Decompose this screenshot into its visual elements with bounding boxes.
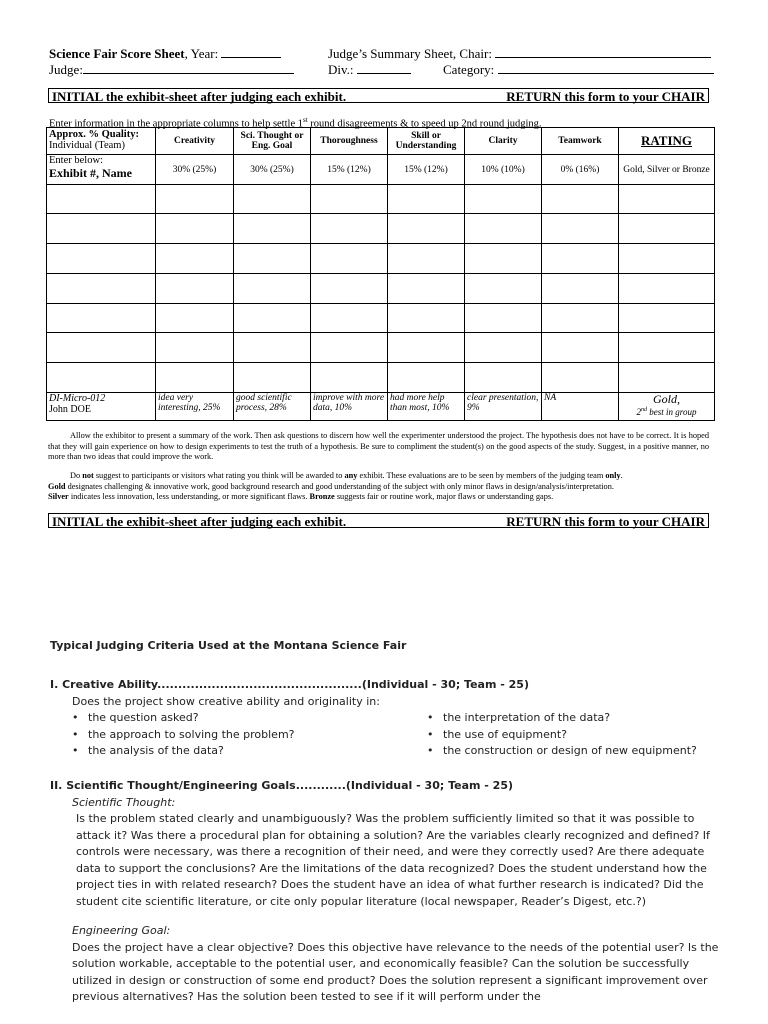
rating-desc: Gold, Silver or Bronze (619, 155, 715, 185)
table-cell[interactable] (619, 304, 715, 333)
col-creativity: Creativity (156, 128, 234, 155)
p2-d: designates challenging & innovative work, good background research and good understanding of the subject with only minor flaws in design/analysis/interpretation. (65, 481, 614, 491)
p2-b: exhibit. These evaluations are to be seen by members of the judging team (357, 471, 606, 480)
p2-gold: Gold (48, 481, 66, 491)
table-cell[interactable] (465, 214, 542, 244)
list-item: • the approach to solving the problem? (72, 727, 295, 744)
instruction-text-end: round disagreements & to speed up 2nd round judging. (307, 118, 542, 130)
table-cell[interactable] (465, 274, 542, 304)
p2-c: . (620, 471, 623, 480)
list-item: • the interpretation of the data? (427, 710, 697, 727)
enter-below-label: Enter below: (49, 155, 103, 166)
p2-not: not (82, 471, 94, 480)
top-banner (48, 88, 709, 103)
judge-field[interactable] (83, 61, 294, 74)
div-label: Div.: (328, 62, 354, 77)
first-col-header (47, 128, 156, 155)
return-instruction: RETURN this form to your CHAIR (506, 89, 705, 104)
score-sheet-title-line (49, 45, 281, 62)
col-sci-thought: Sci. Thought or Eng. Goal (234, 128, 311, 155)
table-cell[interactable] (388, 304, 465, 333)
initial-instruction: INITIAL the exhibit-sheet after judging each exhibit. (52, 89, 347, 104)
table-row (47, 304, 715, 333)
guidance-paragraph-1: Allow the exhibitor to present a summary of the work. Then ask questions to discern how well the experimenter understood the project. The hypothesis does not have to be correct. It is hoped that they will gain experience on how to design experiments to test the truth of a hypothesis. Be sure to compliment the student(s) on the good aspects of the study. Suggest, in a positive manner, no more than two ideas that could improve the work. (48, 431, 709, 461)
col-rating: RATING (619, 128, 715, 155)
summary-label: Judge’s Summary Sheet, Chair: (328, 46, 492, 61)
table-cell[interactable] (542, 363, 619, 393)
list-item: • the use of equipment? (427, 727, 697, 744)
section-2-title: II. Scientific Thought/Engineering Goals............(Individual - 30; Team - 25) (50, 779, 514, 792)
col-clarity: Clarity (465, 128, 542, 155)
table-cell[interactable] (156, 274, 234, 304)
summary-line (328, 45, 711, 62)
table-cell[interactable] (234, 304, 311, 333)
section-1-right-list (427, 710, 697, 760)
criteria-section-2 (50, 778, 720, 1006)
return-instruction-bottom: RETURN this form to your CHAIR (506, 514, 705, 529)
example-rating-rest: best in group (647, 407, 697, 417)
category-field[interactable] (498, 61, 714, 74)
table-row (47, 244, 715, 274)
table-cell[interactable] (47, 244, 156, 274)
table-cell[interactable] (156, 333, 234, 363)
table-cell[interactable] (311, 274, 388, 304)
table-cell[interactable] (234, 274, 311, 304)
engineering-goal-text: Does the project have a clear objective? Does this objective have relevance to the needs of the potential user? Is the solution workable, acceptable to the potential user, and economically feasible? Can the solution be successfully utilized in design or construction of some end product? Does the solution represent a significant improvement over previous alternatives? Has the solution been tested to see if it will perform under the (72, 940, 719, 1003)
year-label: , Year: (184, 46, 219, 61)
table-cell[interactable] (465, 363, 542, 393)
chair-field[interactable] (495, 45, 711, 58)
table-header-row (47, 128, 715, 155)
div-line (328, 61, 411, 78)
table-cell[interactable] (156, 304, 234, 333)
table-cell[interactable] (311, 333, 388, 363)
table-cell[interactable] (311, 363, 388, 393)
pct-teamwork: 0% (16%) (542, 155, 619, 185)
table-cell[interactable] (156, 363, 234, 393)
table-cell[interactable] (542, 185, 619, 214)
example-thoroughness: improve with more data, 10% (311, 393, 388, 421)
p2-silver: Silver (48, 492, 69, 501)
table-cell[interactable] (465, 333, 542, 363)
category-line (443, 61, 714, 78)
judge-line (49, 61, 294, 78)
p2-a: suggest to participants or visitors what rating you think will be awarded to (93, 471, 345, 480)
table-cell[interactable] (234, 214, 311, 244)
table-cell[interactable] (47, 363, 156, 393)
judge-label: Judge: (49, 62, 83, 77)
list-item: • the construction or design of new equipment? (427, 743, 697, 760)
table-row (47, 363, 715, 393)
table-cell[interactable] (619, 333, 715, 363)
instruction-text: Enter information in the appropriate columns to help settle 1 (49, 118, 303, 130)
table-cell[interactable] (619, 274, 715, 304)
criteria-section-1 (50, 677, 720, 760)
example-row (47, 393, 715, 421)
quality-label: Approx. % Quality: (49, 129, 139, 140)
example-rating-sup: nd (641, 407, 648, 413)
example-rating-num: 2 (636, 407, 642, 417)
table-row (47, 274, 715, 304)
pct-creativity: 30% (25%) (156, 155, 234, 185)
example-exhibit-id: DI-Micro-012 (49, 393, 106, 404)
table-cell[interactable] (234, 363, 311, 393)
table-cell[interactable] (47, 274, 156, 304)
table-cell[interactable] (542, 214, 619, 244)
scientific-thought-heading: Scientific Thought: (72, 795, 176, 809)
table-cell[interactable] (542, 274, 619, 304)
table-cell[interactable] (619, 214, 715, 244)
table-cell[interactable] (542, 304, 619, 333)
first-col-sub (47, 155, 156, 185)
pct-skill: 15% (12%) (388, 155, 465, 185)
table-cell[interactable] (388, 274, 465, 304)
col-teamwork: Teamwork (542, 128, 619, 155)
initial-instruction-bottom: INITIAL the exhibit-sheet after judging each exhibit. (52, 514, 347, 529)
table-cell[interactable] (234, 244, 311, 274)
year-field[interactable] (221, 45, 281, 58)
guidance-paragraph-2 (48, 471, 709, 503)
table-row (47, 214, 715, 244)
example-exhibit (47, 393, 156, 421)
example-rating (619, 393, 715, 421)
table-cell[interactable] (311, 214, 388, 244)
table-cell[interactable] (465, 304, 542, 333)
list-item: • the question asked? (72, 710, 295, 727)
table-cell[interactable] (388, 244, 465, 274)
table-row (47, 333, 715, 363)
section-1-intro: Does the project show creative ability and originality in: (72, 694, 380, 708)
pct-clarity: 10% (10%) (465, 155, 542, 185)
col-thoroughness: Thoroughness (311, 128, 388, 155)
section-1-title: I. Creative Ability.................................................(Individual - 30; Team - 25) (50, 678, 529, 691)
table-cell[interactable] (47, 185, 156, 214)
table-cell[interactable] (311, 244, 388, 274)
scientific-thought-text: Is the problem stated clearly and unambiguously? Was the problem sufficiently limited so that it was possible to attack it? Was there a procedural plan for obtaining a solution? Are the variables clearly recognized and defined? If controls were necessary, was there a recognition of their need, and were they correctly used? Are there adequate data to support the conclusions? Are the limitations of the data recognized? Does the student understand how the project ties in with related research? Does the student have an idea of what further research is indicated? Did the student cite scientific literature, or cite only popular literature (local newspaper, Reader’s Digest, etc.?) (76, 812, 710, 908)
p2-do: Do (70, 471, 83, 480)
table-cell[interactable] (47, 304, 156, 333)
criteria-title: Typical Judging Criteria Used at the Montana Science Fair (50, 639, 407, 652)
score-table (46, 127, 715, 421)
section-1-left-list (72, 710, 295, 760)
p2-only: only (605, 471, 621, 480)
table-cell[interactable] (311, 185, 388, 214)
example-rating-main: Gold, (653, 392, 680, 406)
example-teamwork: NA (542, 393, 619, 421)
list-item: • the analysis of the data? (72, 743, 295, 760)
table-cell[interactable] (47, 214, 156, 244)
table-cell[interactable] (156, 214, 234, 244)
table-cell[interactable] (388, 363, 465, 393)
p2-e: indicates less innovation, less understanding, or more significant flaws. (68, 492, 310, 501)
table-pct-row (47, 155, 715, 185)
table-cell[interactable] (465, 185, 542, 214)
table-cell[interactable] (311, 304, 388, 333)
table-cell[interactable] (619, 363, 715, 393)
p2-bronze: Bronze (309, 492, 335, 501)
table-cell[interactable] (465, 244, 542, 274)
example-skill: had more help than most, 10% (388, 393, 465, 421)
table-cell[interactable] (47, 333, 156, 363)
exhibit-name-label: Exhibit #, Name (49, 166, 133, 180)
table-cell[interactable] (156, 244, 234, 274)
pct-thoroughness: 15% (12%) (311, 155, 388, 185)
div-field[interactable] (357, 61, 411, 74)
bottom-banner (48, 513, 709, 528)
col-skill: Skill or Understanding (388, 128, 465, 155)
example-sci-thought: good scientific process, 28% (234, 393, 311, 421)
table-cell[interactable] (156, 185, 234, 214)
engineering-goal-heading: Engineering Goal: (72, 924, 171, 937)
table-row (47, 185, 715, 214)
p2-any: any (344, 471, 358, 480)
table-cell[interactable] (542, 244, 619, 274)
table-cell[interactable] (234, 185, 311, 214)
table-cell[interactable] (388, 214, 465, 244)
table-cell[interactable] (388, 333, 465, 363)
instruction-sup: st (302, 116, 308, 124)
table-cell[interactable] (388, 185, 465, 214)
score-sheet-title: Science Fair Score Sheet (49, 46, 185, 61)
table-cell[interactable] (542, 333, 619, 363)
example-clarity: clear presentation, 9% (465, 393, 542, 421)
example-creativity: idea very interesting, 25% (156, 393, 234, 421)
p2-f: suggests fair or routine work, major flaws or understanding gaps. (334, 492, 554, 501)
pct-sci-thought: 30% (25%) (234, 155, 311, 185)
table-cell[interactable] (619, 185, 715, 214)
category-label: Category: (443, 62, 495, 77)
table-cell[interactable] (234, 333, 311, 363)
individual-team-label: Individual (Team) (49, 140, 125, 151)
example-exhibit-name: John DOE (49, 404, 91, 415)
table-cell[interactable] (619, 244, 715, 274)
